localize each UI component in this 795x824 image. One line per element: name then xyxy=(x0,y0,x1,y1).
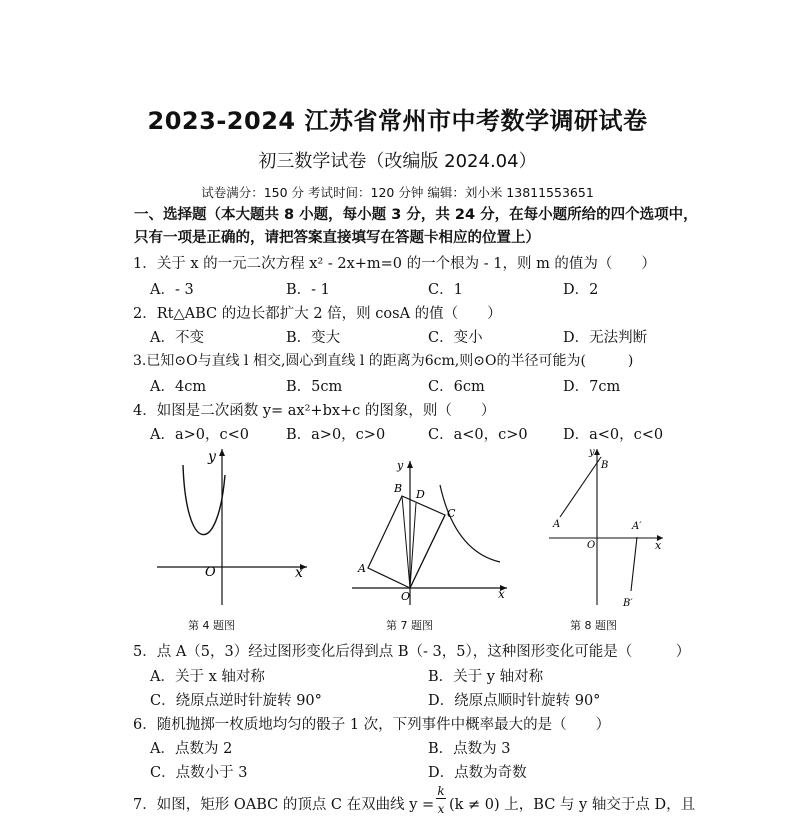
question-4: 4．如图是二次函数 y= ax²+bx+c 的图象，则（ ） xyxy=(133,403,496,419)
page-subtitle: 初三数学试卷（改编版 2024.04） xyxy=(258,151,537,172)
fig8-point-b-prime: B′ xyxy=(623,598,633,609)
q2-option-b: B．变大 xyxy=(286,330,341,346)
fig8-x-label: x xyxy=(655,539,662,552)
fig7-x-label: x xyxy=(498,587,505,601)
exam-meta: 试卷满分：150 分 考试时间：120 分钟 编辑：刘小米 13811553651 xyxy=(201,185,594,200)
fig7-point-c: C xyxy=(447,507,456,520)
figure-4-caption: 第 4 题图 xyxy=(188,619,235,632)
question-7-part-b: (k ≠ 0) 上，BC 与 y 轴交于点 D，且 xyxy=(449,797,696,813)
figure-4 xyxy=(150,445,320,615)
segment-a2b2 xyxy=(631,537,637,591)
q5-option-c: C．绕原点逆时针旋转 90° xyxy=(150,693,322,709)
fig7-origin-label: O xyxy=(401,590,411,603)
q4-option-b: B．a>0，c>0 xyxy=(286,427,386,443)
figure-8-caption: 第 8 题图 xyxy=(570,619,617,632)
q3-option-c: C．6cm xyxy=(428,379,485,395)
fig8-y-label: y xyxy=(589,447,595,458)
figure-8 xyxy=(545,445,670,615)
q3-option-d: D．7cm xyxy=(563,379,621,395)
q4-option-a: A．a>0，c<0 xyxy=(150,427,249,443)
fig8-point-a-prime: A′ xyxy=(632,521,642,532)
question-7-part-a: 7．如图，矩形 OABC 的顶点 C 在双曲线 y = xyxy=(133,797,435,813)
hyperbola-curve xyxy=(440,485,500,562)
figure-7 xyxy=(350,455,510,610)
q2-option-d: D．无法判断 xyxy=(563,330,648,346)
fig8-point-a: A xyxy=(553,519,561,530)
page-title: 2023-2024 江苏省常州市中考数学调研试卷 xyxy=(147,107,648,135)
question-7-fraction-denominator: x xyxy=(437,802,445,816)
segment-ab xyxy=(560,457,601,517)
q5-option-d: D．绕原点顺时针旋转 90° xyxy=(428,693,601,709)
q2-option-c: C．变小 xyxy=(428,330,483,346)
fig8-origin-label: O xyxy=(587,540,596,551)
q2-option-a: A．不变 xyxy=(150,330,204,346)
q6-option-a: A．点数为 2 xyxy=(150,741,233,757)
q5-option-a: A．关于 x 轴对称 xyxy=(150,669,265,685)
q6-option-b: B．点数为 3 xyxy=(428,741,511,757)
fig4-x-label: x xyxy=(295,565,303,581)
figure-7-caption: 第 7 题图 xyxy=(386,619,433,632)
question-6: 6．随机抛掷一枚质地均匀的骰子 1 次，下列事件中概率最大的是（ ） xyxy=(133,717,611,733)
parabola-curve xyxy=(183,465,225,535)
fig8-point-b: B xyxy=(601,460,609,471)
fig7-point-d: D xyxy=(416,488,425,501)
q6-option-d: D．点数为奇数 xyxy=(428,765,527,781)
q6-option-c: C．点数小于 3 xyxy=(150,765,248,781)
question-1: 1．关于 x 的一元二次方程 x² - 2x+m=0 的一个根为 - 1，则 m 的值为（ ） xyxy=(133,256,656,272)
q1-option-a: A．- 3 xyxy=(150,282,194,298)
question-5: 5．点 A（5，3）经过图形变化后得到点 B（- 3，5），这种图形变化可能是（ ） xyxy=(133,644,691,660)
question-3: 3.已知⊙O与直线 l 相交,圆心到直线 l 的距离为6cm,则⊙O的半径可能为( ) xyxy=(133,353,634,369)
q5-option-b: B．关于 y 轴对称 xyxy=(428,669,544,685)
question-7-fraction-numerator: k xyxy=(437,784,445,798)
q4-option-d: D．a<0，c<0 xyxy=(563,427,664,443)
q1-option-b: B．- 1 xyxy=(286,282,330,298)
q4-option-c: C．a<0，c>0 xyxy=(428,427,528,443)
question-2: 2．Rt△ABC 的边长都扩大 2 倍，则 cosA 的值（ ） xyxy=(133,306,502,322)
fig7-point-a: A xyxy=(358,562,366,575)
q3-option-a: A．4cm xyxy=(150,379,207,395)
q1-option-d: D．2 xyxy=(563,282,599,298)
fig4-origin-label: O xyxy=(205,565,216,580)
section-heading: 一、选择题（本大题共 8 小题，每小题 3 分，共 24 分，在每小题所给的四个选项中，只有一项是正确的，请把答案直接填写在答题卡相应的位置上） xyxy=(134,207,698,246)
fig7-point-b: B xyxy=(394,482,403,495)
fig4-y-label: y xyxy=(208,449,216,465)
q1-option-c: C．1 xyxy=(428,282,463,298)
fig7-y-label: y xyxy=(397,459,404,472)
q3-option-b: B．5cm xyxy=(286,379,343,395)
